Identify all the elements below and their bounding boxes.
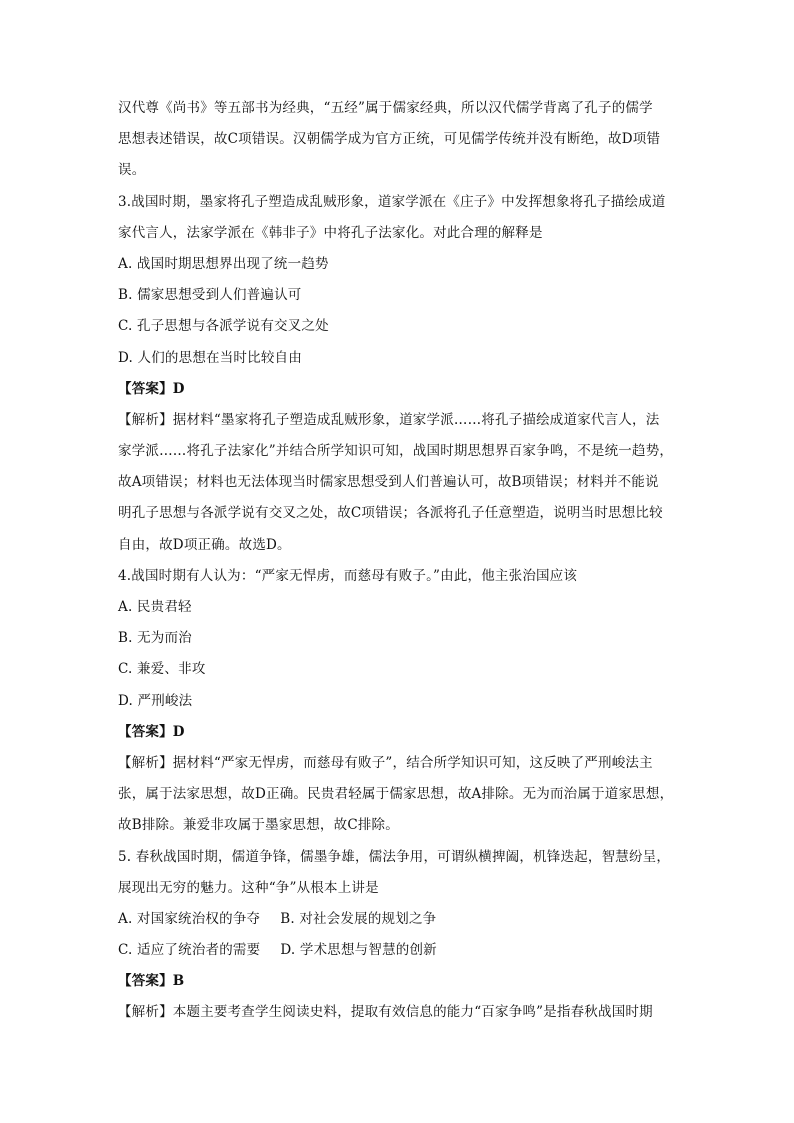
document-page [118,93,680,1029]
question-5-option-b: B. 对社会发展的规划之争 [280,910,437,927]
question-4-analysis: 张，属于法家思想，故D正确。民贵君轻属于儒家思想，故A排除。无为而治属于道家思想， [118,786,674,803]
question-3-option-a: A. 战国时期思想界出现了统一趋势 [118,255,329,272]
question-4-option-b: B. 无为而治 [118,630,192,647]
question-5-stem: 5. 春秋战国时期，儒道争锋，儒墨争雄，儒法争用，可谓纵横捭阖，机锋迭起，智慧纷呈， [118,848,671,865]
question-3-analysis: 明孔子思想与各派学说有交叉之处，故C项错误；各派将孔子任意塑造，说明当时思想比较 [118,505,663,522]
question-5-option-c: C. 适应了统治者的需要 [118,942,261,959]
question-3-stem: 家代言人，法家学派在《韩非子》中将孔子法家化。对此合理的解释是 [118,224,543,241]
question-5-stem: 展现出无穷的魅力。这种“争”从根本上讲是 [118,879,379,896]
question-5-option-d: D. 学术思想与智慧的创新 [280,942,437,959]
question-3-analysis: 【解析】据材料“墨家将孔子塑造成乱贼形象，道家学派……将孔子描绘成道家代言人，法 [118,411,660,428]
question-3-analysis: 自由，故D项正确。故选D。 [118,536,291,553]
question-4-stem: 4.战国时期有人认为：“严家无悍虏，而慈母有败子。”由此，他主张治国应该 [118,567,578,584]
question-5-answer: 【答案】B [118,973,185,990]
question-3-stem: 3.战国时期，墨家将孔子塑造成乱贼形象，道家学派在《庄子》中发挥想象将孔子描绘成道 [118,193,666,210]
text-line: 误。 [118,162,146,179]
question-5-analysis: 【解析】本题主要考查学生阅读史料，提取有效信息的能力“百家争鸣”是指春秋战国时期 [118,1004,653,1021]
text-line: 思想表述错误，故C项错误。汉朝儒学成为官方正统，可见儒学传统并没有断绝，故D项错 [118,131,661,148]
question-5-options-row [118,904,680,935]
question-3-option-c: C. 孔子思想与各派学说有交叉之处 [118,318,329,335]
question-4-option-d: D. 严刑峻法 [118,692,193,709]
question-4-analysis: 故B排除。兼爱非攻属于墨家思想，故C排除。 [118,817,399,834]
question-4-answer: 【答案】D [118,723,185,740]
text-line: 汉代尊《尚书》等五部书为经典，“五经”属于儒家经典，所以汉代儒学背离了孔子的儒学 [118,100,653,116]
question-3-option-d: D. 人们的思想在当时比较自由 [118,349,302,366]
question-3-analysis: 故A项错误；材料也无法体现当时儒家思想受到人们普遍认可，故B项错误；材料并不能说 [118,474,659,491]
question-3-option-b: B. 儒家思想受到人们普遍认可 [118,287,302,304]
question-4-analysis: 【解析】据材料“严家无悍虏，而慈母有败子”，结合所学知识可知，这反映了严刑峻法主 [118,754,653,771]
question-4-option-a: A. 民贵君轻 [118,599,192,615]
question-3-answer: 【答案】D [118,380,185,397]
question-5-option-a: A. 对国家统治权的争夺 [118,910,261,927]
question-4-option-c: C. 兼爱、非攻 [118,661,206,678]
question-3-analysis: 家学派……将孔子法家化”并结合所学知识可知，战国时期思想界百家争鸣，不是统一趋势， [118,443,674,460]
question-5-options-row [118,935,680,966]
